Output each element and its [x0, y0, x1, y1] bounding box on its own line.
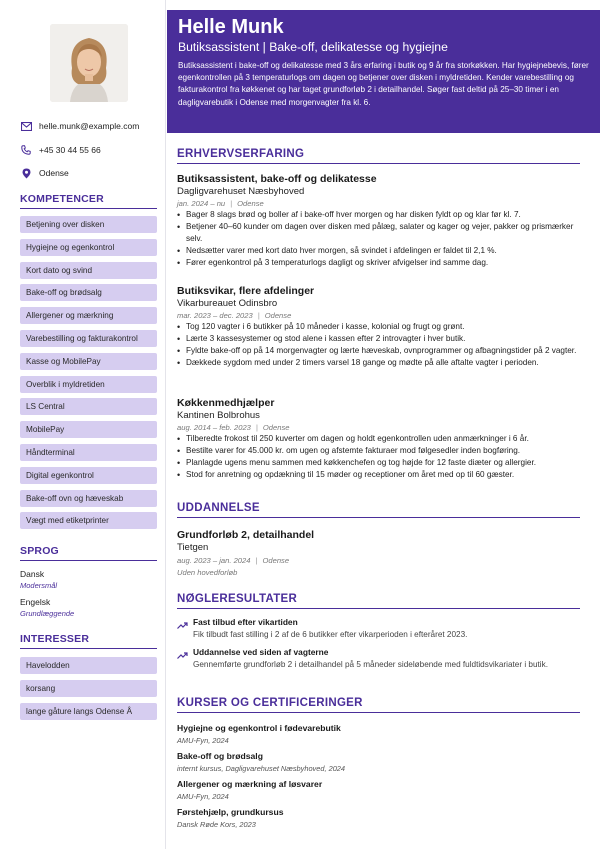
languages-heading: SPROG	[20, 545, 157, 561]
job-bullets	[177, 209, 582, 269]
education-school: Tietgen	[177, 542, 209, 553]
contact-phone[interactable]	[20, 144, 101, 156]
job-dates: jan. 2024 – nu	[177, 199, 226, 208]
skill-chip: Digital egenkontrol	[20, 467, 157, 484]
course-meta: AMU-Fyn, 2024	[177, 792, 229, 801]
skill-chip: LS Central	[20, 398, 157, 415]
job-dates: aug. 2014 – feb. 2023	[177, 423, 251, 432]
education-dates: aug. 2023 – jan. 2024	[177, 556, 251, 565]
contact-email[interactable]	[20, 120, 139, 132]
email-text: helle.munk@example.com	[39, 121, 140, 131]
meta-separator: |	[255, 423, 258, 432]
key-result-title: Uddannelse ved siden af vagterne	[193, 647, 329, 657]
language-name: Engelsk	[20, 597, 51, 607]
skill-chip: Betjening over disken	[20, 216, 157, 233]
job-bullet: • Betjener 40–60 kunder om dagen over disken med pålæg, salater og kager og vejer, pakker og prismærker selv.	[177, 221, 582, 245]
job-meta	[177, 423, 290, 432]
education-title: Grundforløb 2, detailhandel	[177, 529, 315, 541]
skill-chip: Kasse og MobilePay	[20, 353, 157, 370]
key-result-desc: Gennemførte grundforløb 2 i detailhandel på 5 måneder sideløbende med fuldtidsvikariater i butik.	[193, 660, 548, 669]
language-level: Grundlæggende	[20, 609, 75, 618]
key-result-title: Fast tilbud efter vikartiden	[193, 617, 298, 627]
language-name: Dansk	[20, 569, 45, 579]
skill-chip: Håndterminal	[20, 444, 157, 461]
education-note: Uden hovedforløb	[177, 568, 238, 577]
job-location: Odense	[262, 423, 290, 432]
job-bullet: • Planlagde ugens menu sammen med køkkenchefen og tog højde for 12 faste diæter og allergier.	[177, 457, 582, 469]
header-banner	[167, 10, 600, 133]
skills-heading: KOMPETENCER	[20, 193, 157, 209]
interest-chip: lange gåture langs Odense Å	[20, 703, 157, 720]
sidebar	[0, 0, 166, 849]
job-bullet: • Nedsætter varer med kort dato hver morgen, så svindet i afdelingen er faldet til 2,1 %.	[177, 245, 582, 257]
job-company: Dagligvarehuset Næsbyhoved	[177, 186, 305, 197]
education-heading: UDDANNELSE	[177, 502, 580, 518]
interests-heading: INTERESSER	[20, 633, 157, 649]
person-name: Helle Munk	[178, 16, 284, 38]
job-dates: mar. 2023 – dec. 2023	[177, 311, 253, 320]
skill-chip: Varebestilling og fakturakontrol	[20, 330, 157, 347]
job-bullets	[177, 433, 582, 481]
course-meta: Dansk Røde Kors, 2023	[177, 820, 256, 829]
skill-chip: Vægt med etiketprinter	[20, 512, 157, 529]
job-bullet: • Lærte 3 kassesystemer og stod alene i kassen efter 2 introvagter i hver butik.	[177, 333, 582, 345]
interest-chip: korsang	[20, 680, 157, 697]
course-name: Bake-off og brødsalg	[177, 751, 263, 761]
skill-chip: Overblik i myldretiden	[20, 376, 157, 393]
skill-chip: MobilePay	[20, 421, 157, 438]
phone-text: +45 30 44 55 66	[39, 145, 101, 155]
job-meta	[177, 311, 291, 320]
skill-chip: Hygiejne og egenkontrol	[20, 239, 157, 256]
interest-chip: Havelodden	[20, 657, 157, 674]
key-results-heading: NØGLERESULTATER	[177, 593, 580, 609]
person-role: Butiksassistent | Bake-off, delikatesse og hygiejne	[178, 40, 448, 54]
job-bullet: • Fører egenkontrol på 3 temperaturlogs dagligt og skriver afvigelser ind samme dag.	[177, 257, 582, 269]
job-bullet: • Tilberedte frokost til 250 kuverter om dagen og holdt egenkontrollen uden anmærkninger i 6 år.	[177, 433, 582, 445]
education-meta	[177, 556, 289, 565]
job-location: Odense	[237, 199, 264, 208]
phone-icon	[20, 144, 32, 156]
course-name: Hygiejne og egenkontrol i fødevarebutik	[177, 723, 341, 733]
contact-location	[20, 167, 69, 179]
meta-separator: |	[230, 199, 233, 208]
meta-separator: |	[257, 311, 260, 320]
job-title: Køkkenmedhjælper	[177, 397, 275, 409]
skill-chip: Bake-off og brødsalg	[20, 284, 157, 301]
city-text: Odense	[39, 168, 69, 178]
job-company: Kantinen Bolbrohus	[177, 410, 260, 421]
experience-heading: ERHVERVSERFARING	[177, 148, 580, 164]
job-bullet: • Dækkede sygdom med under 2 timers varsel 18 gange og mødte på alle aftalte vagter i perioden.	[177, 357, 582, 369]
course-meta: internt kursus, Dagligvarehuset Næsbyhoved, 2024	[177, 764, 346, 773]
courses-heading: KURSER OG CERTIFICERINGER	[177, 697, 580, 713]
meta-separator: |	[255, 556, 258, 565]
key-result-desc: Fik tilbudt fast stilling i 2 af de 6 butikker efter vikarperioden i efteråret 2023.	[193, 630, 468, 639]
profile-photo	[50, 24, 128, 102]
job-meta	[177, 199, 264, 208]
job-bullet: • Bager 8 slags brød og boller af i bake-off hver morgen og har disken fyldt op og klar før kl. 7.	[177, 209, 582, 221]
job-bullet: • Fyldte bake-off op på 14 morgenvagter og lærte hæveskab, ovnprogrammer og afbagningstider på 2 vagter.	[177, 345, 582, 357]
course-name: Førstehjælp, grundkursus	[177, 807, 284, 817]
course-meta: AMU-Fyn, 2024	[177, 736, 229, 745]
trend-up-icon	[177, 618, 188, 629]
profile-summary: Butiksassistent i bake-off og delikatesse med 3 års erfaring i butik og 9 år fra storkøkken. Har hygiejnebevis, fører egenkontrollen på 3 temperaturlogs om dagen og betjener over disken i myldretiden. Kender varebestilling og fakturakontrol fra køkkenet og har taget grundforløb 2 i detailhandel. Søger fast deltid på 25–30 timer i en dagligvarebutik i Odense med morgenvagter fra kl. 6.	[178, 61, 589, 107]
job-bullets	[177, 321, 582, 369]
job-title: Butiksvikar, flere afdelinger	[177, 285, 315, 297]
job-company: Vikarbureauet Odinsbro	[177, 298, 278, 309]
job-location: Odense	[264, 311, 292, 320]
education-location: Odense	[262, 556, 290, 565]
trend-up-icon	[177, 648, 188, 659]
skill-chip: Bake-off ovn og hæveskab	[20, 490, 157, 507]
job-bullet: • Tog 120 vagter i 6 butikker på 10 måneder i kasse, kolonial og frugt og grønt.	[177, 321, 582, 333]
language-level: Modersmål	[20, 581, 58, 590]
job-bullet: • Bestilte varer for 45.000 kr. om ugen og afstemte fakturaer mod følgesedler inden bogføring.	[177, 445, 582, 457]
job-bullet: • Stod for anretning og opdækning til 15 møder og receptioner om året med op til 60 gæster.	[177, 469, 582, 481]
skill-chip: Allergener og mærkning	[20, 307, 157, 324]
location-pin-icon	[20, 167, 32, 179]
skill-chip: Kort dato og svind	[20, 262, 157, 279]
mail-icon	[20, 120, 32, 132]
job-title: Butiksassistent, bake-off og delikatesse	[177, 173, 377, 185]
course-name: Allergener og mærkning af løsvarer	[177, 779, 323, 789]
